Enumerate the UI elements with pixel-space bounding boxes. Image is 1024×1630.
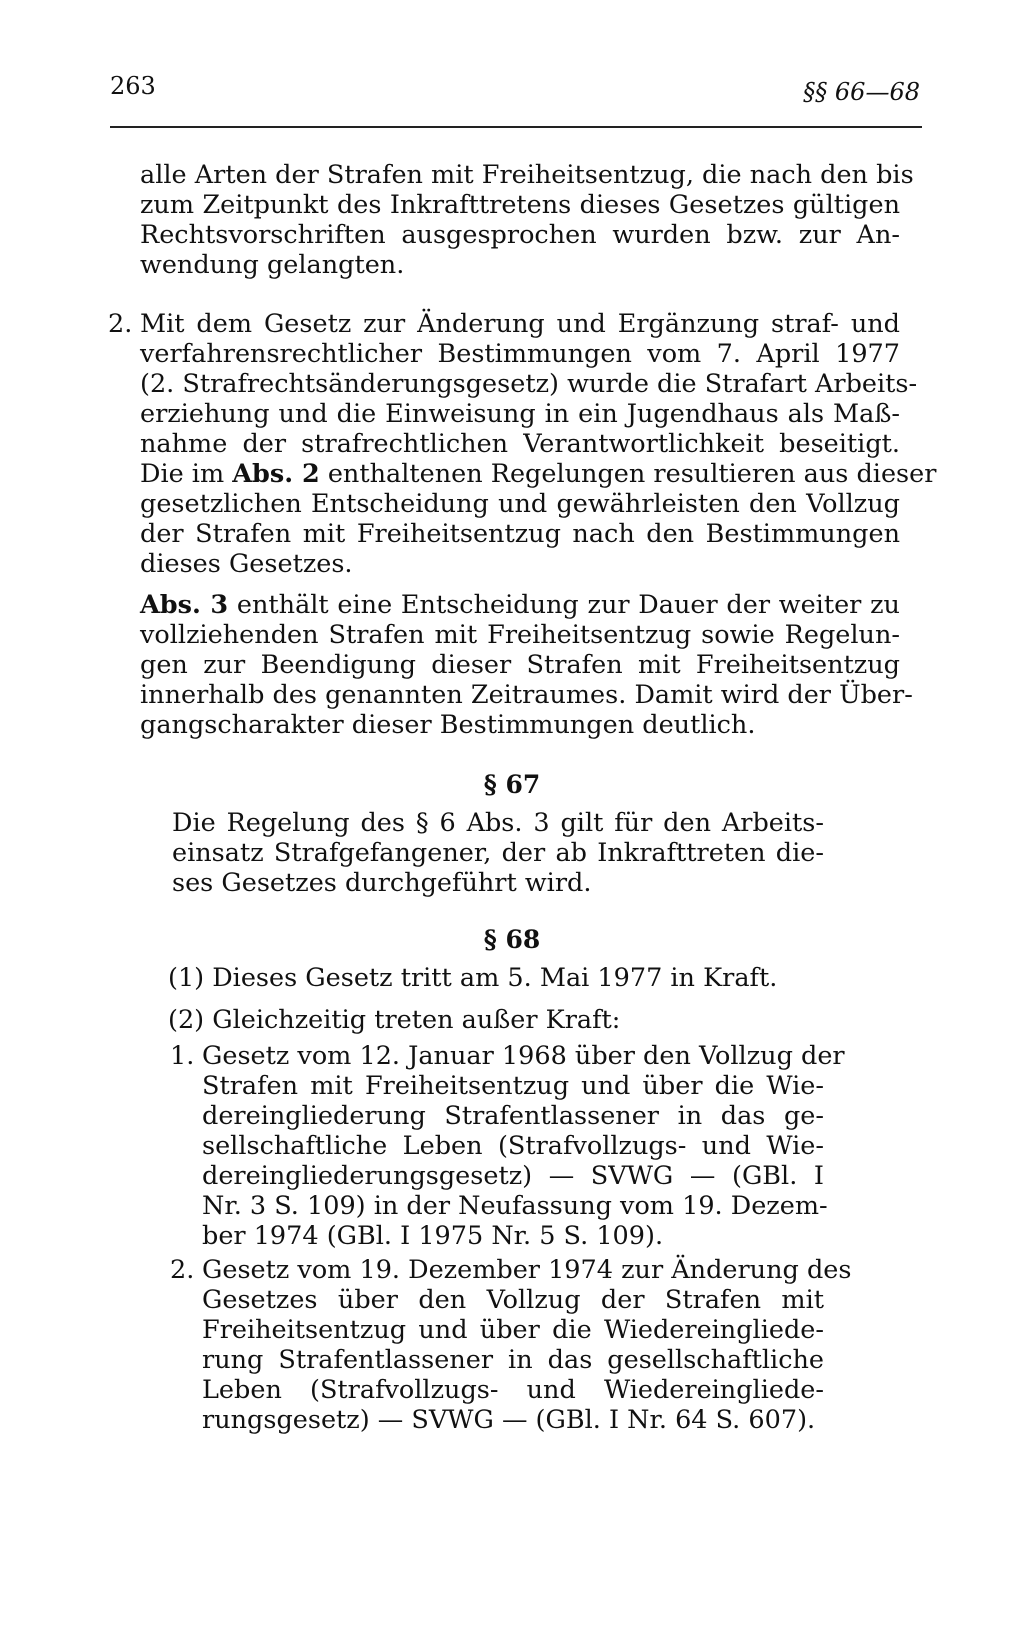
text-line: Strafen mit Freiheitsentzug und über die Wie-	[202, 1071, 824, 1101]
text-line: erziehung und die Einweisung in ein Jugendhaus als Maß-	[140, 399, 900, 429]
section-heading-68: § 68	[483, 925, 541, 954]
text-line: vollziehenden Strafen mit Freiheitsentzug sowie Regelun-	[140, 620, 900, 650]
text-line: Gesetz vom 12. Januar 1968 über den Vollzug der	[202, 1041, 845, 1071]
header-rule	[110, 126, 922, 128]
text-line: (2. Strafrechtsänderungsgesetz) wurde die Strafart Arbeits-	[140, 369, 918, 399]
text-line: Nr. 3 S. 109) in der Neufassung vom 19. Dezem-	[202, 1191, 828, 1221]
text-line: zum Zeitpunkt des Inkrafttretens dieses Gesetzes gültigen	[140, 190, 900, 220]
text-line: dereingliederung Strafentlassener in das ge-	[202, 1101, 824, 1131]
text-line: gangscharakter dieser Bestimmungen deutlich.	[140, 710, 756, 740]
text-line	[140, 590, 900, 620]
text-line: der Strafen mit Freiheitsentzug nach den Bestimmungen	[140, 519, 900, 549]
text-line: Leben (Strafvollzugs- und Wiedereingliede-	[202, 1375, 824, 1405]
text-line: rungsgesetz) — SVWG — (GBl. I Nr. 64 S. 607).	[202, 1405, 816, 1435]
commentary-abs3	[140, 590, 913, 740]
text-fragment: enthaltenen Regelungen resultieren aus dieser	[319, 459, 937, 489]
text-line: ses Gesetzes durchgeführt wird.	[172, 868, 592, 898]
text-line: dieses Gesetzes.	[140, 549, 353, 579]
section-68-para-1	[168, 963, 828, 993]
text-line: dereingliederungsgesetz) — SVWG — (GBl. I	[202, 1161, 824, 1191]
section-reference: §§ 66—68	[803, 78, 920, 106]
abs-reference: Abs. 2	[232, 459, 320, 489]
text-line: Mit dem Gesetz zur Änderung und Ergänzung straf- und	[140, 309, 900, 339]
text-line: (2) Gleichzeitig treten außer Kraft:	[168, 1005, 621, 1035]
text-line: Die Regelung des § 6 Abs. 3 gilt für den Arbeits-	[172, 808, 824, 838]
text-line: rung Strafentlassener in das gesellschaftliche	[202, 1345, 824, 1375]
text-fragment: Die im	[140, 459, 233, 489]
list-number: 2.	[108, 309, 133, 339]
section-heading-67: § 67	[483, 770, 541, 799]
text-line: wendung gelangten.	[140, 250, 405, 280]
text-line: Gesetz vom 19. Dezember 1974 zur Änderung des	[202, 1255, 852, 1285]
text-line	[140, 459, 937, 489]
text-line: (1) Dieses Gesetz tritt am 5. Mai 1977 in Kraft.	[168, 963, 778, 993]
commentary-intro	[140, 160, 914, 280]
section-68-item-2	[202, 1255, 852, 1435]
text-line: gesetzlichen Entscheidung und gewährleisten den Vollzug	[140, 489, 900, 519]
text-line: Gesetzes über den Vollzug der Strafen mit	[202, 1285, 824, 1315]
list-number: 2.	[170, 1255, 195, 1285]
text-line: Rechtsvorschriften ausgesprochen wurden bzw. zur An-	[140, 220, 900, 250]
text-line: Freiheitsentzug und über die Wiedereingliede-	[202, 1315, 824, 1345]
page-number: 263	[110, 72, 156, 100]
text-line: ber 1974 (GBl. I 1975 Nr. 5 S. 109).	[202, 1221, 664, 1251]
text-line: innerhalb des genannten Zeitraumes. Damit wird der Über-	[140, 680, 913, 710]
section-67-text	[172, 808, 824, 898]
text-line: verfahrensrechtlicher Bestimmungen vom 7. April 1977	[140, 339, 900, 369]
section-68-para-2	[168, 1005, 828, 1035]
text-line: einsatz Strafgefangener, der ab Inkrafttreten die-	[172, 838, 824, 868]
text-fragment: enthält eine Entscheidung zur Dauer der weiter zu	[228, 590, 900, 620]
page-header	[110, 72, 920, 112]
commentary-point-2	[140, 309, 937, 579]
abs-reference: Abs. 3	[140, 590, 229, 620]
section-68-item-1	[202, 1041, 845, 1251]
text-line: sellschaftliche Leben (Strafvollzugs- und Wie-	[202, 1131, 824, 1161]
text-line: nahme der strafrechtlichen Verantwortlichkeit beseitigt.	[140, 429, 900, 459]
text-line: alle Arten der Strafen mit Freiheitsentzug, die nach den bis	[140, 160, 914, 190]
list-number: 1.	[170, 1041, 195, 1071]
text-line: gen zur Beendigung dieser Strafen mit Freiheitsentzug	[140, 650, 900, 680]
